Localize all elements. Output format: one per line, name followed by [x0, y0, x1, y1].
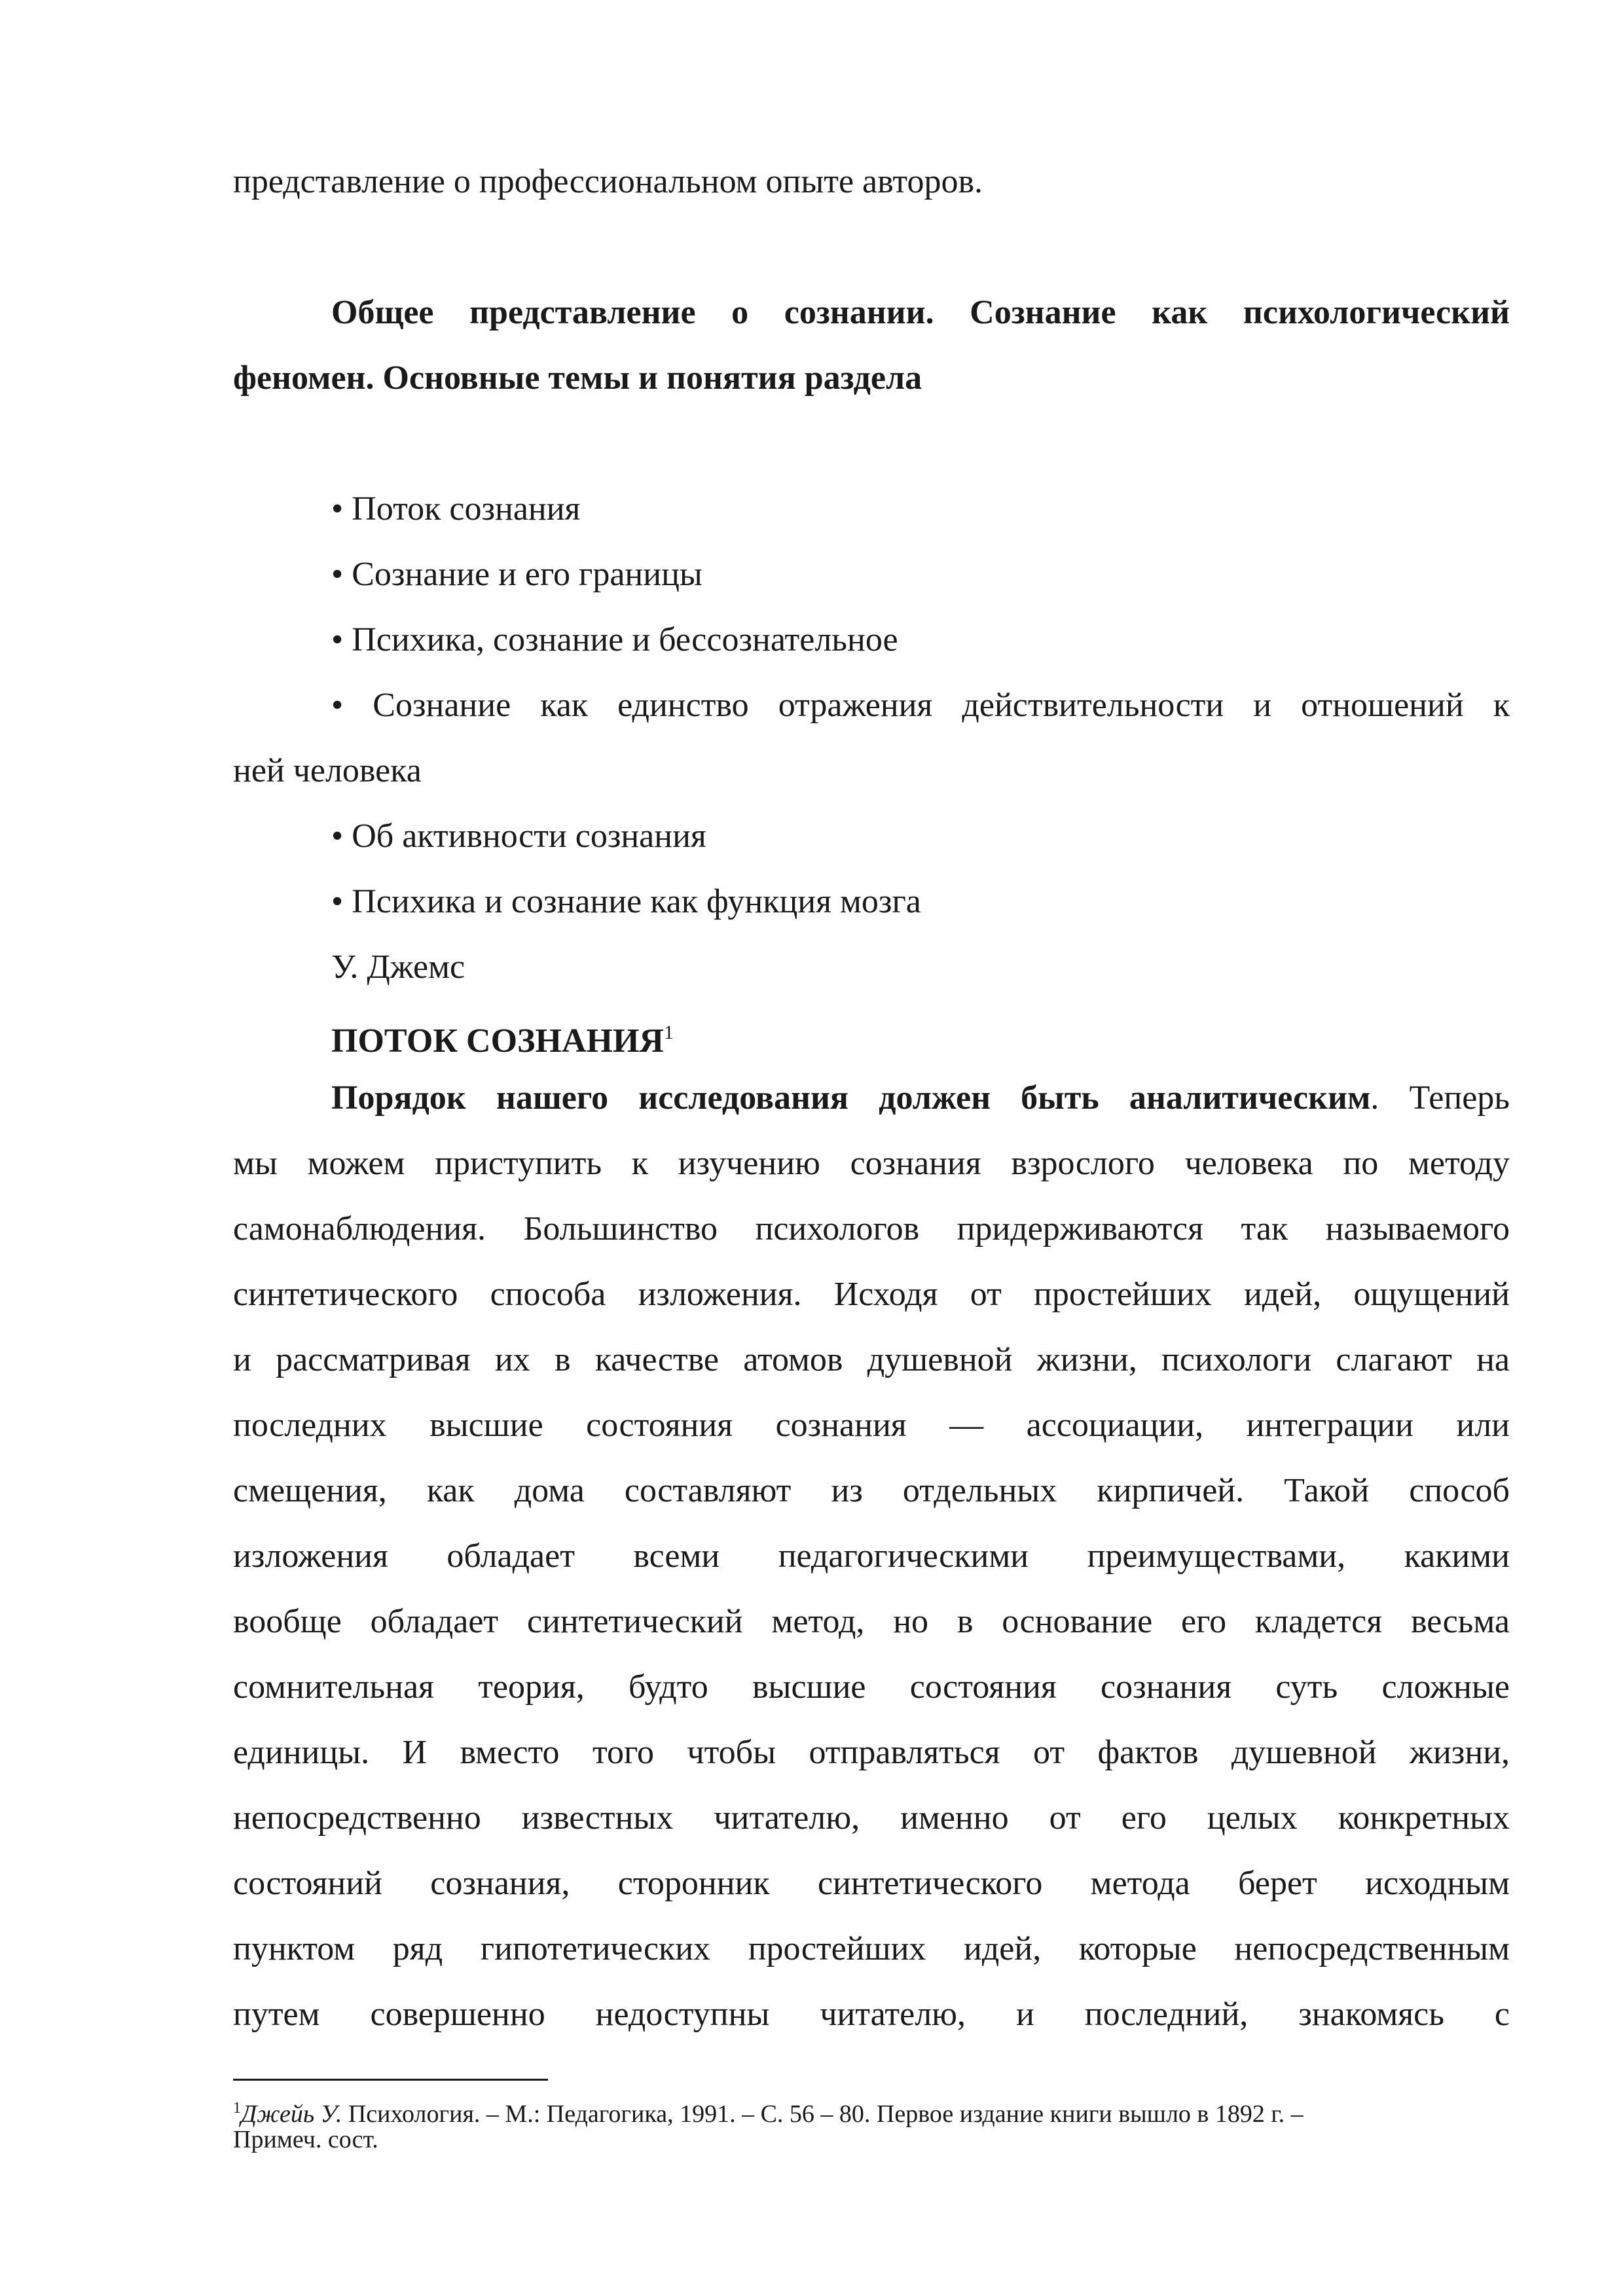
author-name: У. Джемс: [331, 948, 465, 986]
topic-item: • Об активности сознания: [331, 817, 706, 855]
paragraph-lead-rest: . Теперь: [1370, 1079, 1510, 1117]
paragraph-line: синтетического способа изложения. Исходя от простейших идей, ощущений: [233, 1276, 1510, 1313]
footnote-author: Джейь У.: [241, 2100, 342, 2128]
topic-item: • Психика и сознание как функция мозга: [331, 883, 921, 920]
intro-line: представление о профессиональном опыте авторов.: [233, 163, 983, 200]
paragraph-lead-bold: Порядок нашего исследования должен быть аналитическим: [331, 1079, 1371, 1117]
topic-item: • Психика, сознание и бессознательное: [331, 621, 898, 658]
paragraph-first-line: [331, 1077, 1510, 1119]
paragraph-line: единицы. И вместо того чтобы отправляться от фактов душевной жизни,: [233, 1734, 1510, 1771]
paragraph-line: самонаблюдения. Большинство психологов придерживаются так называемого: [233, 1210, 1510, 1247]
paragraph-line: путем совершенно недоступны читателю, и последний, знакомясь с: [233, 1996, 1510, 2033]
paragraph-line: последних высшие состояния сознания — ассоциации, интеграции или: [233, 1407, 1510, 1444]
chapter-title-text: ПОТОК СОЗНАНИЯ: [331, 1022, 664, 1060]
paragraph-line: состояний сознания, сторонник синтетического метода берет исходным: [233, 1865, 1510, 1902]
footnote-reference[interactable]: 1: [663, 1022, 674, 1043]
paragraph-line: мы можем приступить к изучению сознания взрослого человека по методу: [233, 1145, 1510, 1182]
topic-item: • Сознание как единство отражения действительности и отношений к: [331, 687, 1510, 724]
paragraph-line: вообще обладает синтетический метод, но в основание его кладется весьма: [233, 1603, 1510, 1640]
section-heading-line-1: Общее представление о сознании. Сознание как психологический: [331, 294, 1510, 331]
footnote-line-1: [233, 2093, 1510, 2129]
footnote-mark: 1: [233, 2100, 241, 2117]
paragraph-line: смещения, как дома составляют из отдельных кирпичей. Такой способ: [233, 1472, 1510, 1509]
paragraph-line: пунктом ряд гипотетических простейших идей, которые непосредственным: [233, 1930, 1510, 1967]
topic-item-continuation: ней человека: [233, 752, 422, 789]
paragraph-line: изложения обладает всеми педагогическими преимуществами, какими: [233, 1537, 1510, 1575]
paragraph-line: непосредственно известных читателю, именно от его целых конкретных: [233, 1799, 1510, 1837]
paragraph-line: и рассматривая их в качестве атомов душевной жизни, психологи слагают на: [233, 1341, 1510, 1378]
section-heading-line-2: феномен. Основные темы и понятия раздела: [233, 359, 922, 397]
topic-item: • Сознание и его границы: [331, 556, 702, 593]
footnote-line-2: Примеч. сост.: [233, 2126, 378, 2153]
chapter-title: [331, 1012, 1510, 1062]
footnote-separator: [233, 2079, 548, 2081]
footnote-text: Психология. – М.: Педагогика, 1991. – С. 56 – 80. Первое издание книги вышло в 1892 г. –: [342, 2100, 1304, 2128]
topic-item: • Поток сознания: [331, 490, 581, 528]
paragraph-line: сомнительная теория, будто высшие состояния сознания суть сложные: [233, 1668, 1510, 1706]
